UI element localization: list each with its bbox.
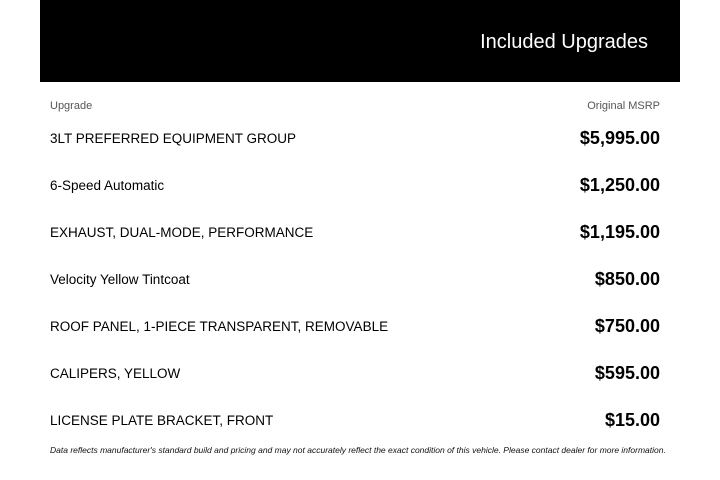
table-row bbox=[50, 210, 660, 257]
upgrade-price: $1,195.00 bbox=[579, 222, 660, 242]
table-row bbox=[50, 351, 660, 398]
column-headers bbox=[50, 100, 660, 114]
upgrade-name: 3LT PREFERRED EQUIPMENT GROUP bbox=[50, 131, 297, 146]
page-title: Included Upgrades bbox=[480, 31, 648, 53]
upgrades-list bbox=[50, 116, 660, 445]
table-row bbox=[50, 257, 660, 304]
upgrade-price: $850.00 bbox=[594, 269, 660, 289]
upgrade-name: CALIPERS, YELLOW bbox=[50, 366, 181, 381]
upgrade-price: $595.00 bbox=[594, 363, 660, 383]
upgrade-price: $5,995.00 bbox=[579, 128, 660, 148]
table-row bbox=[50, 398, 660, 445]
table-row bbox=[50, 116, 660, 163]
column-header-upgrade: Upgrade bbox=[50, 100, 93, 112]
upgrade-name: LICENSE PLATE BRACKET, FRONT bbox=[50, 413, 274, 428]
upgrade-price: $1,250.00 bbox=[579, 175, 660, 195]
header-banner bbox=[40, 0, 680, 82]
upgrade-price: $15.00 bbox=[604, 410, 660, 430]
table-row bbox=[50, 163, 660, 210]
upgrade-name: ROOF PANEL, 1-PIECE TRANSPARENT, REMOVABLE bbox=[50, 319, 389, 334]
upgrade-name: 6-Speed Automatic bbox=[50, 178, 165, 193]
table-row bbox=[50, 304, 660, 351]
disclaimer-text: Data reflects manufacturer's standard build and pricing and may not accurately reflect the exact condition of this vehicle. Please contact dealer for more information. bbox=[50, 445, 666, 455]
upgrade-price: $750.00 bbox=[594, 316, 660, 336]
column-header-msrp: Original MSRP bbox=[587, 100, 660, 112]
upgrade-name: EXHAUST, DUAL-MODE, PERFORMANCE bbox=[50, 225, 314, 240]
upgrade-name: Velocity Yellow Tintcoat bbox=[50, 272, 190, 287]
